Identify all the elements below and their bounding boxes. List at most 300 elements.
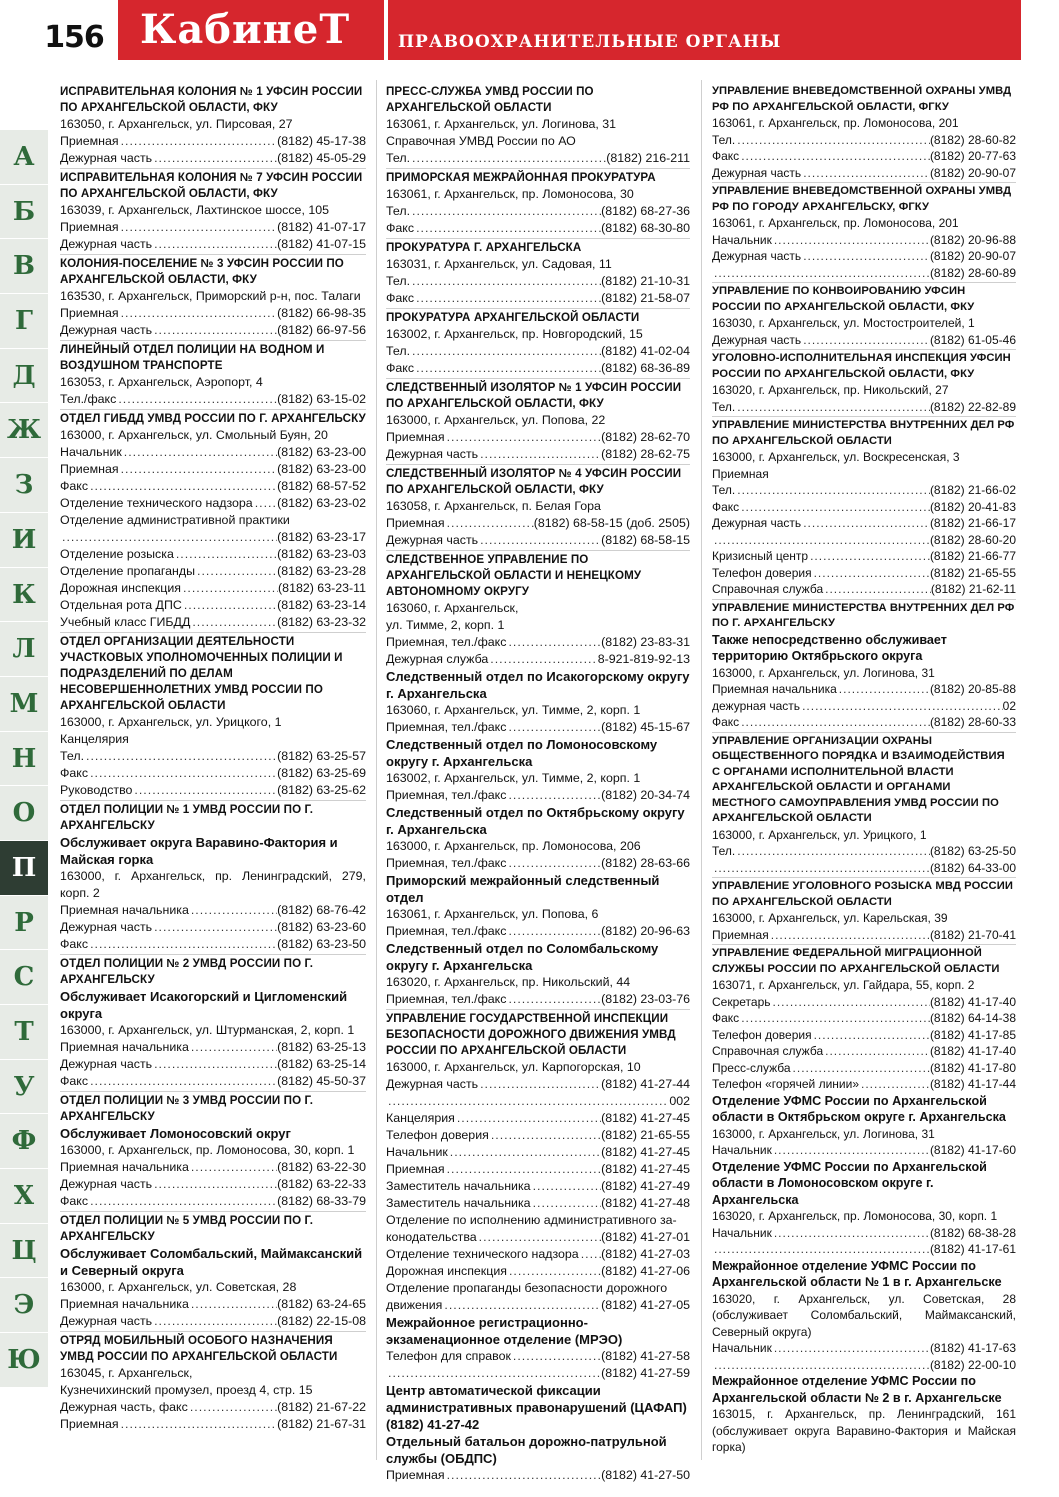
dot-leader	[122, 444, 277, 461]
address-line: Кузнечихинский промузел, проезд 4, стр. 15	[60, 1383, 313, 1397]
dot-leader	[579, 1246, 601, 1263]
phone-number: (8182) 63-23-00	[277, 445, 366, 459]
index-tab-16[interactable]: Т	[0, 1005, 48, 1060]
phone-row	[60, 597, 366, 614]
phone-number: (8182) 45-17-38	[277, 134, 366, 148]
phone-number: (8182) 63-25-69	[277, 766, 366, 780]
phone-number: (8182) 63-25-14	[277, 1057, 366, 1071]
dot-leader	[735, 132, 930, 149]
phone-row	[60, 902, 366, 919]
dot-leader	[152, 919, 277, 936]
subdivision-title: Обслуживает Исакогорский и Цигломенский округа	[60, 989, 348, 1021]
subdivision-title: Следственный отдел по Ломоносовскому округу г. Архангельска	[386, 737, 658, 769]
phone-number: (8182) 41-27-50	[601, 1468, 690, 1482]
page-number-box	[38, 8, 110, 60]
phone-number: (8182) 20-96-88	[929, 232, 1016, 247]
phone-number: (8182) 63-23-14	[277, 598, 366, 612]
phone-number: (8182) 41-27-44	[601, 1077, 690, 1091]
phone-label: Тел.	[712, 483, 736, 497]
phone-number: (8182) 68-33-79	[277, 1194, 366, 1208]
subdivision-title: Центр автоматической фиксации административных правонарушений (ЦАФАП) (8182) 41-27-42	[386, 1383, 687, 1432]
entry-title: ИСПРАВИТЕЛЬНАЯ КОЛОНИЯ № 7 УФСИН РОССИИ ПО АРХАНГЕЛЬСКОЙ ОБЛАСТИ, ФКУ	[60, 171, 363, 200]
address-line: Справочная УМВД России по АО	[386, 134, 576, 148]
address-line: 163050, г. Архангельск, ул. Пирсовая, 27	[60, 117, 293, 131]
phone-label: Приемная, тел./факс	[386, 992, 507, 1006]
phone-number: (8182) 20-96-63	[601, 924, 690, 938]
phone-row	[712, 681, 1016, 698]
dot-leader	[445, 1467, 602, 1484]
subdivision-title: Межрайонное отделение УФМС России по Архангельской области № 1 в г. Архангельске	[712, 1258, 1002, 1289]
entry-title: СЛЕДСТВЕННОЕ УПРАВЛЕНИЕ ПО АРХАНГЕЛЬСКОЙ ОБЛАСТИ И НЕНЕЦКОМУ АВТОНОМНОМУ ОКРУГУ	[386, 553, 642, 598]
dot-leader	[181, 580, 278, 597]
dot-leader	[478, 532, 601, 549]
phone-label: Факс	[386, 361, 415, 375]
phone-row	[712, 332, 1016, 349]
dot-leader	[182, 597, 277, 614]
dot-leader	[152, 236, 277, 253]
phone-row	[386, 1178, 690, 1195]
entry-title: СЛЕДСТВЕННЫЙ ИЗОЛЯТОР № 1 УФСИН РОССИИ ПО АРХАНГЕЛЬСКОЙ ОБЛАСТИ, ФКУ	[386, 381, 682, 410]
dot-leader	[800, 698, 1003, 715]
phone-label: Дорожная инспекция	[60, 581, 181, 595]
index-tab-2[interactable]: В	[0, 239, 48, 294]
phone-label: Приемная	[386, 516, 445, 530]
address-line: 163020, г. Архангельск, пр. Никольский, 27	[712, 383, 949, 397]
index-tab-10[interactable]: М	[0, 677, 48, 732]
phone-label: Дежурная часть	[60, 1177, 153, 1191]
phone-number: (8182) 63-25-50	[929, 844, 1016, 858]
index-tab-13[interactable]: П	[0, 841, 48, 896]
index-tab-12[interactable]: О	[0, 786, 48, 841]
index-tab-0[interactable]: А	[0, 130, 48, 185]
address-line: 163000, г. Архангельск, пр. Ломоносова, 206	[386, 839, 641, 853]
dot-leader	[739, 714, 930, 731]
subdivision-title: Приморский межрайонный следственный отдел	[386, 873, 660, 905]
phone-row	[712, 548, 1016, 565]
directory-entry	[60, 411, 366, 633]
phone-label: Приемная	[60, 134, 119, 148]
phone-row	[386, 429, 690, 446]
phone-number: (8182) 63-23-50	[277, 937, 366, 951]
page-number: 156	[44, 20, 104, 55]
phone-row	[60, 748, 366, 765]
phone-label: Тел.	[386, 151, 411, 165]
dot-leader	[735, 843, 930, 860]
phone-number: (8182) 21-67-22	[277, 1400, 366, 1414]
phone-row	[386, 1161, 690, 1178]
phone-row	[712, 265, 1016, 282]
phone-label: Факс	[386, 221, 415, 235]
entry-title: УПРАВЛЕНИЕ ВНЕВЕДОМСТВЕННОЙ ОХРАНЫ УМВД РФ ПО ГОРОДУ АРХАНГЕЛЬСКУ, ФГКУ	[712, 185, 1012, 213]
phone-row	[60, 305, 366, 322]
phone-label: Дежурная часть	[60, 1314, 153, 1328]
dot-leader	[506, 923, 601, 940]
phone-label: Факс	[60, 479, 89, 493]
phone-label: Справочная служба	[712, 582, 824, 596]
directory-entry	[386, 84, 690, 169]
directory-entry	[712, 351, 1016, 417]
phone-label: конодательства	[386, 1230, 477, 1244]
entry-title: УГОЛОВНО-ИСПОЛНИТЕЛЬНАЯ ИНСПЕКЦИЯ УФСИН РОССИИ ПО АРХАНГЕЛЬСКОЙ ОБЛАСТИ, ФКУ	[712, 352, 1011, 380]
index-tab-20[interactable]: Ц	[0, 1224, 48, 1279]
phone-label: Дежурная часть	[60, 237, 153, 251]
directory-entry	[60, 84, 366, 169]
subdivision-title: Следственный отдел по Октябрьскому округу г. Архангельска	[386, 805, 685, 837]
phone-label: Приемная	[386, 430, 445, 444]
dot-leader	[506, 855, 601, 872]
phone-label: Тел.	[60, 749, 85, 763]
phone-number: (8182) 23-83-31	[601, 635, 690, 649]
phone-row	[712, 148, 1016, 165]
section-block	[388, 0, 1021, 60]
index-tab-9[interactable]: Л	[0, 622, 48, 677]
phone-number: (8182) 66-97-56	[277, 323, 366, 337]
phone-number: (8182) 63-25-13	[277, 1040, 366, 1054]
phone-label: Тел.	[712, 399, 736, 414]
directory-entry	[712, 734, 1016, 879]
phone-number: 002	[669, 1094, 690, 1108]
entry-title: ПРОКУРАТУРА АРХАНГЕЛЬСКОЙ ОБЛАСТИ	[386, 311, 640, 324]
dot-leader	[506, 787, 601, 804]
phone-label: Факс	[60, 1074, 89, 1088]
dot-leader	[119, 461, 278, 478]
phone-row	[712, 1142, 1016, 1159]
entry-title: УПРАВЛЕНИЕ ФЕДЕРАЛЬНОЙ МИГРАЦИОННОЙ СЛУЖБЫ РОССИИ ПО АРХАНГЕЛЬСКОЙ ОБЛАСТИ	[712, 947, 1000, 975]
dot-leader	[410, 343, 601, 360]
dot-leader	[88, 936, 277, 953]
phone-row	[60, 236, 366, 253]
brand-title: КабинеТ	[140, 6, 351, 53]
dot-leader	[188, 1399, 277, 1416]
phone-number: (8182) 41-02-04	[601, 344, 690, 358]
phone-number: (8182) 41-17-60	[929, 1143, 1016, 1157]
entry-title: УПРАВЛЕНИЕ МИНИСТЕРСТВА ВНУТРЕННИХ ДЕЛ РФ ПО Г. АРХАНГЕЛЬСКУ	[712, 601, 1015, 629]
index-tab-7[interactable]: И	[0, 513, 48, 568]
index-tab-14[interactable]: Р	[0, 896, 48, 951]
subdivision-title: Обслуживает Соломбальский, Маймаксанский и Северный округа	[60, 1246, 363, 1278]
subdivision-title: Следственный отдел по Исакогорскому округу г. Архангельска	[386, 669, 690, 701]
phone-row	[386, 1348, 690, 1365]
directory-entry	[60, 802, 366, 955]
address-line: 163000, г. Архангельск, ул. Карельская, 39	[712, 911, 948, 925]
dot-leader	[507, 1263, 601, 1280]
phone-row	[712, 843, 1016, 860]
phone-row	[712, 399, 1016, 416]
phone-label: Отделение технического надзора	[60, 496, 253, 510]
phone-number: (8182) 23-03-76	[601, 992, 690, 1006]
phone-label: Приемная начальника	[60, 1297, 189, 1311]
phone-number: (8182) 68-36-89	[601, 361, 690, 375]
phone-label: Телефон для справок	[386, 1349, 511, 1363]
dot-leader	[410, 273, 601, 290]
dot-leader	[189, 1296, 277, 1313]
phone-number: (8182) 63-23-03	[277, 547, 366, 561]
dot-leader	[478, 446, 601, 463]
address-line: 163020, г. Архангельск, ул. Советская, 28 (обслуживает Соломбальский, Маймаксанский, Северный округа)	[712, 1291, 1016, 1339]
dot-leader	[455, 1110, 601, 1127]
phone-label: Дежурная часть	[712, 249, 802, 263]
address-line: 163000, г. Архангельск, ул. Логинова, 31	[712, 1126, 935, 1141]
phone-label: Телефон доверия	[386, 1128, 489, 1142]
phone-number: (8182) 63-23-11	[278, 581, 366, 595]
index-tab-11[interactable]: Н	[0, 732, 48, 787]
phone-number: (8182) 21-66-77	[929, 549, 1016, 563]
phone-label: Приемная	[712, 927, 769, 942]
dot-leader	[511, 1348, 601, 1365]
phone-label: Тел.	[712, 132, 736, 147]
directory-entry	[60, 1333, 366, 1434]
directory-entry	[60, 1093, 366, 1212]
dot-leader	[478, 1076, 601, 1093]
entry-title: КОЛОНИЯ-ПОСЕЛЕНИЕ № 3 УФСИН РОССИИ ПО АРХАНГЕЛЬСКОЙ ОБЛАСТИ, ФКУ	[60, 257, 344, 286]
dot-leader	[771, 994, 930, 1011]
dot-leader	[791, 1060, 930, 1077]
dot-leader	[801, 332, 930, 349]
phone-row	[60, 614, 366, 631]
phone-row	[386, 1076, 690, 1093]
dot-leader	[88, 1193, 277, 1210]
address-line: 163000, г. Архангельск, пр. Ленинградский, 279, корп. 2	[60, 869, 366, 900]
phone-number: (8182) 21-58-07	[601, 291, 690, 305]
phone-label: Приемная, тел./факс	[386, 720, 507, 734]
index-tab-21[interactable]: Э	[0, 1278, 48, 1333]
phone-number: (8182) 28-62-70	[601, 430, 690, 444]
directory-entry	[386, 240, 690, 309]
brand-block	[118, 0, 384, 60]
dot-leader	[772, 1340, 930, 1357]
index-tab-6[interactable]: З	[0, 458, 48, 513]
dot-leader	[739, 499, 930, 516]
phone-number: (8182) 41-17-40	[929, 1044, 1016, 1058]
phone-number: 02	[1002, 698, 1016, 713]
phone-label: Приемная, тел./факс	[386, 924, 507, 938]
phone-row	[386, 1144, 690, 1161]
phone-row	[386, 1093, 690, 1110]
phone-row	[712, 499, 1016, 516]
index-tab-4[interactable]: Д	[0, 349, 48, 404]
phone-row	[386, 1365, 690, 1382]
phone-row	[712, 1027, 1016, 1044]
phone-number: (8182) 20-85-88	[929, 682, 1016, 696]
phone-row	[60, 782, 366, 799]
index-tab-18[interactable]: Ф	[0, 1114, 48, 1169]
directory-entry	[60, 342, 366, 410]
phone-number: (8182) 28-63-66	[601, 856, 690, 870]
dot-leader	[152, 322, 277, 339]
dot-leader	[712, 532, 930, 549]
phone-label: Дежурная служба	[386, 652, 489, 666]
phone-row	[386, 1127, 690, 1144]
phone-number: (8182) 41-27-45	[601, 1145, 690, 1159]
phone-label: Дежурная часть	[386, 533, 479, 547]
phone-row	[386, 1246, 690, 1263]
address-line: 163000, г. Архангельск, ул. Карпогорская, 10	[386, 1060, 641, 1074]
dot-leader	[712, 1357, 930, 1374]
dot-leader	[488, 651, 597, 668]
subdivision-title: Отдельный батальон дорожно-патрульной службы (ОБДПС)	[386, 1434, 667, 1466]
phone-number: 8-921-819-92-13	[597, 652, 690, 666]
phone-number: (8182) 41-27-06	[601, 1264, 690, 1278]
dot-leader	[506, 634, 601, 651]
phone-number: (8182) 68-58-15 (доб. 2505)	[533, 516, 690, 530]
phone-label: Дежурная часть	[712, 516, 802, 530]
entry-title: ПРЕСС-СЛУЖБА УМВД РОССИИ ПО АРХАНГЕЛЬСКОЙ ОБЛАСТИ	[386, 85, 594, 114]
phone-row	[386, 651, 690, 668]
phone-number: (8182) 61-05-46	[929, 332, 1016, 347]
phone-row	[386, 1229, 690, 1246]
phone-row	[712, 581, 1016, 598]
phone-label: Канцелярия	[386, 1111, 455, 1125]
phone-number: (8182) 22-15-08	[277, 1314, 366, 1328]
phone-row	[712, 860, 1016, 877]
phone-row	[386, 855, 690, 872]
dot-leader	[801, 165, 930, 182]
column-1	[60, 84, 366, 1435]
dot-leader	[442, 1297, 601, 1314]
phone-row	[60, 1039, 366, 1056]
entry-title: УПРАВЛЕНИЕ ПО КОНВОИРОВАНИЮ УФСИН РОССИИ ПО АРХАНГЕЛЬСКОЙ ОБЛАСТИ, ФКУ	[712, 285, 975, 313]
phone-row	[60, 765, 366, 782]
phone-row	[60, 150, 366, 167]
phone-row	[712, 1043, 1016, 1060]
dot-leader	[88, 1073, 277, 1090]
phone-number: (8182) 64-14-38	[929, 1011, 1016, 1025]
phone-row	[712, 714, 1016, 731]
directory-entry	[712, 284, 1016, 350]
subdivision-title: Межрайонное отделение УФМС России по Архангельской области № 2 в г. Архангельске	[712, 1374, 1002, 1405]
dot-leader	[859, 1076, 930, 1093]
phone-row	[386, 150, 690, 167]
phone-label: Тел./факс	[60, 392, 117, 406]
phone-row	[712, 1241, 1016, 1258]
index-tab-5[interactable]: Ж	[0, 403, 48, 458]
index-tab-22[interactable]: Ю	[0, 1333, 48, 1388]
phone-row	[712, 1060, 1016, 1077]
address-line: 163061, г. Архангельск, пр. Ломоносова, 30	[386, 187, 634, 201]
directory-entry	[386, 1011, 690, 1485]
phone-label: Факс	[60, 1194, 89, 1208]
dot-leader	[808, 548, 930, 565]
column-2	[386, 84, 690, 1486]
dot-leader	[489, 1127, 601, 1144]
entry-title: УПРАВЛЕНИЕ ВНЕВЕДОМСТВЕННОЙ ОХРАНЫ УМВД РФ ПО АРХАНГЕЛЬСКОЙ ОБЛАСТИ, ФГКУ	[712, 85, 1012, 113]
phone-number: (8182) 68-57-52	[277, 479, 366, 493]
address-line: 163060, г. Архангельск, ул. Тимме, 2, корп. 1	[386, 703, 641, 717]
dot-leader	[132, 782, 277, 799]
phone-row	[712, 232, 1016, 249]
address-line: 163060, г. Архангельск,	[386, 601, 519, 615]
phone-row	[60, 919, 366, 936]
phone-number: (8182) 41-27-45	[601, 1162, 690, 1176]
dot-leader	[739, 1010, 930, 1027]
dot-leader	[772, 1142, 930, 1159]
dot-leader	[410, 150, 606, 167]
phone-number: (8182) 21-70-41	[929, 927, 1016, 942]
phone-label: Дежурная часть	[386, 1077, 479, 1091]
dot-leader	[195, 563, 277, 580]
phone-number: (8182) 28-62-75	[601, 447, 690, 461]
phone-row	[386, 787, 690, 804]
phone-label: Приемная начальника	[712, 682, 837, 696]
dot-leader	[735, 399, 930, 416]
phone-number: (8182) 41-27-48	[601, 1196, 690, 1210]
phone-label: Дежурная часть, факс	[60, 1400, 188, 1414]
entry-title: УПРАВЛЕНИЕ УГОЛОВНОГО РОЗЫСКА МВД РОССИИ ПО АРХАНГЕЛЬСКОЙ ОБЛАСТИ	[712, 880, 1014, 908]
address-line: Отделение пропаганды безопасности дорожного	[386, 1281, 668, 1295]
entry-title: ИСПРАВИТЕЛЬНАЯ КОЛОНИЯ № 1 УФСИН РОССИИ ПО АРХАНГЕЛЬСКОЙ ОБЛАСТИ, ФКУ	[60, 85, 363, 114]
directory-entry	[712, 84, 1016, 183]
phone-label: Факс	[386, 291, 415, 305]
dot-leader	[386, 1093, 669, 1110]
dot-leader	[739, 148, 930, 165]
index-tab-15[interactable]: С	[0, 950, 48, 1005]
subdivision-title: Обслуживает округа Варавино-Фактория и Майская горка	[60, 835, 338, 867]
entry-title: СЛЕДСТВЕННЫЙ ИЗОЛЯТОР № 4 УФСИН РОССИИ ПО АРХАНГЕЛЬСКОЙ ОБЛАСТИ, ФКУ	[386, 467, 682, 496]
entry-title: УПРАВЛЕНИЕ МИНИСТЕРСТВА ВНУТРЕННИХ ДЕЛ РФ ПО АРХАНГЕЛЬСКОЙ ОБЛАСТИ	[712, 419, 1015, 447]
index-tab-19[interactable]: Х	[0, 1169, 48, 1224]
index-tab-8[interactable]: К	[0, 568, 48, 623]
phone-row	[712, 132, 1016, 149]
phone-number: (8182) 22-82-89	[929, 399, 1016, 414]
dot-leader	[772, 1225, 930, 1242]
address-line: 163020, г. Архангельск, пр. Никольский, 44	[386, 975, 631, 989]
entry-title: ОТДЕЛ ГИБДД УМВД РОССИИ ПО Г. АРХАНГЕЛЬСКУ	[60, 412, 366, 425]
phone-number: (8182) 41-17-80	[929, 1060, 1016, 1075]
entry-title: УПРАВЛЕНИЕ ГОСУДАРСТВЕННОЙ ИНСПЕКЦИИ БЕЗОПАСНОСТИ ДОРОЖНОГО ДВИЖЕНИЯ УМВД РОССИИ ПО АРХАНГЕЛЬСКОЙ ОБЛАСТИ	[386, 1012, 676, 1057]
dot-leader	[119, 305, 278, 322]
phone-number: (8182) 28-60-33	[929, 715, 1016, 729]
phone-label: Пресс-служба	[712, 1060, 791, 1075]
phone-row	[386, 203, 690, 220]
phone-label: Факс	[60, 937, 89, 951]
phone-row	[60, 1193, 366, 1210]
phone-number: (8182) 41-07-15	[277, 237, 366, 251]
phone-row	[386, 1467, 690, 1484]
phone-number: (8182) 41-27-03	[601, 1247, 690, 1261]
phone-number: (8182) 63-23-28	[277, 564, 366, 578]
address-line: 163000, г. Архангельск, ул. Штурманская, 2, корп. 1	[60, 1023, 355, 1037]
phone-number: (8182) 28-60-89	[929, 265, 1016, 280]
phone-row	[60, 391, 366, 408]
subdivision-title: Отделение УФМС России по Архангельской области в Ломоносовском округе г. Архангельска	[712, 1159, 987, 1207]
phone-label: Кризисный центр	[712, 549, 809, 563]
index-tab-17[interactable]: У	[0, 1060, 48, 1115]
address-line: Канцелярия	[60, 732, 129, 746]
index-tab-3[interactable]: Г	[0, 294, 48, 349]
phone-label: Справочная служба	[712, 1044, 824, 1058]
phone-number: (8182) 63-25-57	[277, 749, 366, 763]
index-tab-1[interactable]: Б	[0, 185, 48, 240]
address-line: 163000, г. Архангельск, ул. Логинова, 31	[712, 665, 935, 680]
phone-row	[60, 495, 366, 512]
phone-label: Отдельная рота ДПС	[60, 598, 182, 612]
address-line: 163000, г. Архангельск, ул. Попова, 22	[386, 413, 606, 427]
address-line: 163071, г. Архангельск, ул. Гайдара, 55, корп. 2	[712, 978, 975, 992]
phone-label: Приемная начальника	[60, 903, 189, 917]
phone-row	[386, 991, 690, 1008]
phone-row	[60, 133, 366, 150]
phone-label: Дежурная часть	[60, 920, 153, 934]
entry-title: ОТДЕЛ ПОЛИЦИИ № 3 УМВД РОССИИ ПО Г. АРХАНГЕЛЬСКУ	[60, 1094, 314, 1123]
phone-row	[60, 1416, 366, 1433]
phone-number: (8182) 21-65-55	[929, 565, 1016, 580]
phone-row	[60, 322, 366, 339]
phone-number: (8182) 68-58-15	[601, 533, 690, 547]
phone-row	[712, 1340, 1016, 1357]
phone-label: Дежурная часть	[60, 151, 153, 165]
phone-label: Приемная	[386, 1468, 445, 1482]
phone-label: Заместитель начальника	[386, 1196, 531, 1210]
